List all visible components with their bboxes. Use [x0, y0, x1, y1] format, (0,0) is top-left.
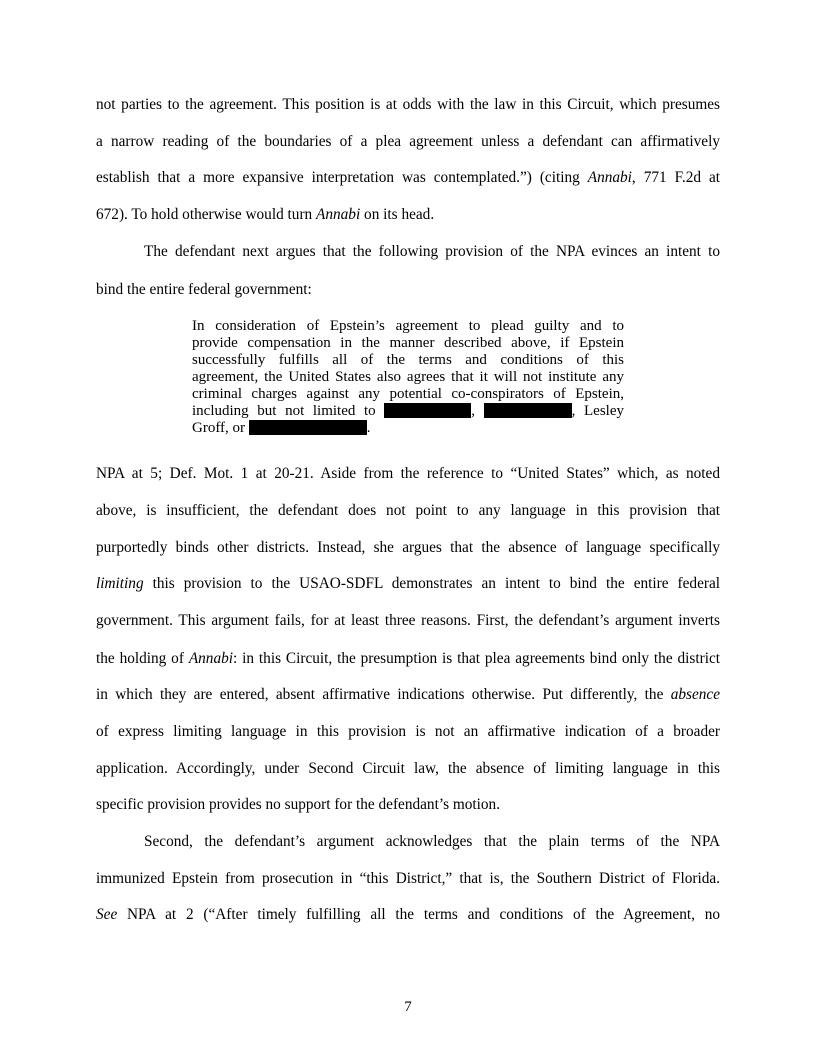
body-line: Second, the defendant’s argument acknowledges that the plain terms of the NPA	[144, 833, 720, 850]
redaction-box	[484, 403, 572, 418]
case-citation: Annabi	[188, 650, 234, 667]
page-number: 7	[404, 999, 412, 1015]
body-line: above, is insufficient, the defendant does not point to any language in this provision that	[96, 502, 720, 519]
block-quote	[192, 318, 624, 437]
body-line: specific provision provides no support for the defendant’s motion.	[96, 796, 501, 813]
quote-line: criminal charges against any potential co-conspirators of Epstein,	[192, 386, 624, 402]
body-line: purportedly binds other districts. Instead, she argues that the absence of language specifically	[96, 539, 720, 556]
body-line: limiting this provision to the USAO-SDFL demonstrates an intent to bind the entire federal	[96, 575, 720, 592]
quote-line: agreement, the United States also agrees that it will not institute any	[192, 369, 624, 385]
quote-line: In consideration of Epstein’s agreement to plead guilty and to	[192, 318, 624, 334]
signal-word: See	[96, 906, 118, 923]
body-line: not parties to the agreement. This position is at odds with the law in this Circuit, which presumes	[96, 96, 720, 113]
body-line: NPA at 5; Def. Mot. 1 at 20-21. Aside from the reference to “United States” which, as noted	[96, 465, 720, 482]
body-line: establish that a more expansive interpretation was contemplated.”) (citing Annabi, 771 F.2d at	[96, 169, 721, 186]
emphasis: absence	[670, 686, 720, 703]
quote-line: Groff, or .	[192, 420, 371, 436]
quote-line: provide compensation in the manner described above, if Epstein	[192, 335, 624, 351]
body-line: See NPA at 2 (“After timely fulfilling all the terms and conditions of the Agreement, no	[96, 906, 720, 923]
body-line: the holding of Annabi: in this Circuit, the presumption is that plea agreements bind only the district	[96, 650, 720, 667]
body-line: in which they are entered, absent affirmative indications otherwise. Put differently, the absence	[96, 686, 720, 703]
emphasis: limiting	[96, 575, 144, 592]
case-citation: Annabi	[587, 169, 632, 186]
body-line: application. Accordingly, under Second Circuit law, the absence of limiting language in this	[96, 760, 720, 777]
quote-line: successfully fulfills all of the terms and conditions of this	[192, 352, 624, 368]
body-line: 672). To hold otherwise would turn Annabi on its head.	[96, 206, 435, 223]
body-line: government. This argument fails, for at least three reasons. First, the defendant’s argument inverts	[96, 612, 720, 629]
case-citation: Annabi	[316, 206, 361, 223]
body-line: of express limiting language in this provision is not an affirmative indication of a broader	[96, 723, 720, 740]
redaction-box	[384, 403, 471, 418]
body-line: The defendant next argues that the following provision of the NPA evinces an intent to	[144, 243, 720, 260]
body-line: a narrow reading of the boundaries of a plea agreement unless a defendant can affirmatively	[96, 133, 720, 150]
body-line: bind the entire federal government:	[96, 281, 312, 298]
body-line: immunized Epstein from prosecution in “this District,” that is, the Southern District of Florida.	[96, 870, 720, 887]
redaction-box	[249, 420, 367, 435]
quote-line: including but not limited to , , Lesley	[192, 403, 624, 419]
